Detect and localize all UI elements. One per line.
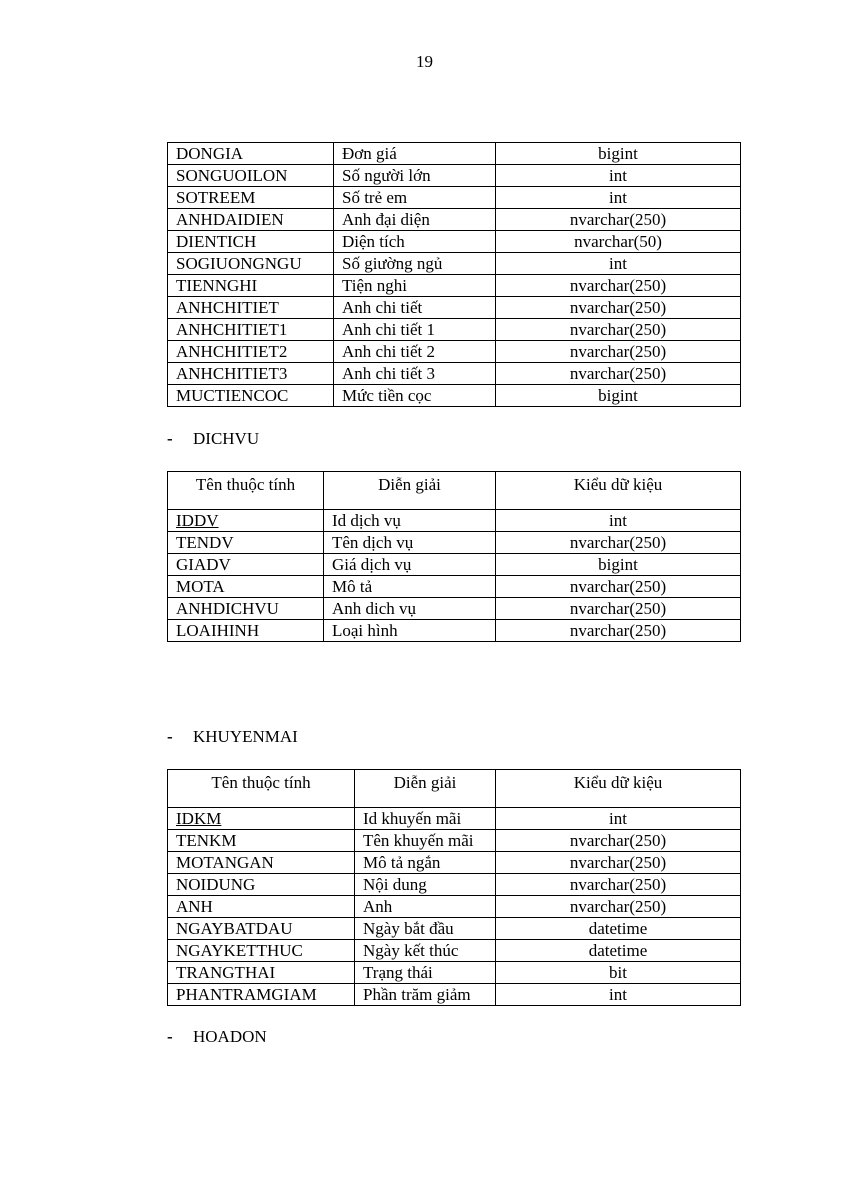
- attr-type: nvarchar(250): [496, 275, 741, 297]
- attr-type: nvarchar(250): [496, 620, 741, 642]
- table-dichvu: [167, 471, 741, 642]
- attr-type: nvarchar(50): [496, 231, 741, 253]
- attr-name: NGAYKETTHUC: [168, 940, 355, 962]
- attr-name: ANHCHITIET1: [168, 319, 334, 341]
- attr-name: NOIDUNG: [168, 874, 355, 896]
- attr-desc: Tên khuyến mãi: [355, 830, 496, 852]
- primary-key: IDKM: [176, 809, 222, 828]
- attr-type: datetime: [496, 918, 741, 940]
- attr-type: nvarchar(250): [496, 363, 741, 385]
- table-header-row: [168, 472, 741, 510]
- column-header: Diễn giải: [355, 770, 496, 808]
- column-header: Tên thuộc tính: [168, 472, 324, 510]
- table-row: [168, 808, 741, 830]
- attr-name: ANHCHITIET2: [168, 341, 334, 363]
- table-row: [168, 187, 741, 209]
- attr-desc: Số giường ngủ: [334, 253, 496, 275]
- attr-desc: Phần trăm giảm: [355, 984, 496, 1006]
- section-heading-dichvu: [167, 429, 259, 449]
- attr-name: GIADV: [168, 554, 324, 576]
- attr-type: nvarchar(250): [496, 896, 741, 918]
- attr-desc: Id khuyến mãi: [355, 808, 496, 830]
- attr-desc: Anh dich vụ: [324, 598, 496, 620]
- attr-type: int: [496, 510, 741, 532]
- table-row: [168, 385, 741, 407]
- attr-type: nvarchar(250): [496, 598, 741, 620]
- attr-type: int: [496, 165, 741, 187]
- table-header-row: [168, 770, 741, 808]
- table-row: [168, 918, 741, 940]
- column-header: Tên thuộc tính: [168, 770, 355, 808]
- attr-type: int: [496, 187, 741, 209]
- table-row: [168, 984, 741, 1006]
- attr-name: MOTANGAN: [168, 852, 355, 874]
- attr-name: TENDV: [168, 532, 324, 554]
- table-row: [168, 510, 741, 532]
- attr-desc: Ngày kết thúc: [355, 940, 496, 962]
- table-row: [168, 363, 741, 385]
- attr-desc: Anh: [355, 896, 496, 918]
- table-row: [168, 874, 741, 896]
- attr-desc: Mô tả: [324, 576, 496, 598]
- attr-name: DIENTICH: [168, 231, 334, 253]
- column-header: Kiểu dữ kiệu: [496, 472, 741, 510]
- attr-type: bigint: [496, 143, 741, 165]
- attr-desc: Ngày bắt đầu: [355, 918, 496, 940]
- attr-name: MOTA: [168, 576, 324, 598]
- page-number: 19: [416, 52, 433, 71]
- section-heading-hoadon: [167, 1027, 267, 1047]
- attr-name: ANH: [168, 896, 355, 918]
- column-header: Kiểu dữ kiệu: [496, 770, 741, 808]
- table-row: [168, 598, 741, 620]
- attr-type: int: [496, 253, 741, 275]
- attr-desc: Anh đại diện: [334, 209, 496, 231]
- attr-name: SONGUOILON: [168, 165, 334, 187]
- attr-type: nvarchar(250): [496, 297, 741, 319]
- attr-name: [168, 510, 324, 532]
- table-row: [168, 275, 741, 297]
- attr-desc: Đơn giá: [334, 143, 496, 165]
- table-row: [168, 165, 741, 187]
- attr-desc: Anh chi tiết 2: [334, 341, 496, 363]
- attr-desc: Mức tiền cọc: [334, 385, 496, 407]
- attr-desc: Tên dịch vụ: [324, 532, 496, 554]
- attr-name: LOAIHINH: [168, 620, 324, 642]
- table-row: [168, 940, 741, 962]
- table-row: [168, 576, 741, 598]
- attr-type: nvarchar(250): [496, 209, 741, 231]
- attr-desc: Id dịch vụ: [324, 510, 496, 532]
- table-row: [168, 896, 741, 918]
- attr-name: ANHCHITIET3: [168, 363, 334, 385]
- table-row: [168, 231, 741, 253]
- section-title: DICHVU: [193, 429, 260, 448]
- attr-desc: Trạng thái: [355, 962, 496, 984]
- attr-type: nvarchar(250): [496, 874, 741, 896]
- section-title: HOADON: [193, 1027, 267, 1046]
- attr-type: nvarchar(250): [496, 319, 741, 341]
- table-row: [168, 532, 741, 554]
- attr-name: DONGIA: [168, 143, 334, 165]
- attr-type: nvarchar(250): [496, 532, 741, 554]
- attr-name: ANHCHITIET: [168, 297, 334, 319]
- attr-type: nvarchar(250): [496, 852, 741, 874]
- table-row: [168, 554, 741, 576]
- attr-desc: Loại hình: [324, 620, 496, 642]
- table-row: [168, 620, 741, 642]
- column-header: Diễn giải: [324, 472, 496, 510]
- attr-desc: Nội dung: [355, 874, 496, 896]
- attr-type: bit: [496, 962, 741, 984]
- attr-name: ANHDAIDIEN: [168, 209, 334, 231]
- attr-type: bigint: [496, 385, 741, 407]
- attr-name: TENKM: [168, 830, 355, 852]
- attr-desc: Số trẻ em: [334, 187, 496, 209]
- bullet-dash: -: [167, 1027, 173, 1046]
- table-row: [168, 319, 741, 341]
- attr-name: TIENNGHI: [168, 275, 334, 297]
- table-row: [168, 253, 741, 275]
- table-row: [168, 830, 741, 852]
- attr-name: PHANTRAMGIAM: [168, 984, 355, 1006]
- attr-type: int: [496, 808, 741, 830]
- table-row: [168, 143, 741, 165]
- attr-desc: Giá dịch vụ: [324, 554, 496, 576]
- table-row: [168, 297, 741, 319]
- attr-desc: Mô tả ngắn: [355, 852, 496, 874]
- attr-name: MUCTIENCOC: [168, 385, 334, 407]
- table-row: [168, 852, 741, 874]
- attr-type: nvarchar(250): [496, 576, 741, 598]
- section-heading-khuyenmai: [167, 727, 298, 747]
- attr-desc: Anh chi tiết 3: [334, 363, 496, 385]
- attr-type: nvarchar(250): [496, 341, 741, 363]
- section-title: KHUYENMAI: [193, 727, 298, 746]
- attr-name: SOGIUONGNGU: [168, 253, 334, 275]
- attr-type: int: [496, 984, 741, 1006]
- attr-name: SOTREEM: [168, 187, 334, 209]
- attr-name: NGAYBATDAU: [168, 918, 355, 940]
- attr-name: TRANGTHAI: [168, 962, 355, 984]
- attr-type: bigint: [496, 554, 741, 576]
- table-row: [168, 209, 741, 231]
- attr-desc: Anh chi tiết 1: [334, 319, 496, 341]
- table-khuyenmai: [167, 769, 741, 1006]
- bullet-dash: -: [167, 429, 173, 448]
- bullet-dash: -: [167, 727, 173, 746]
- attr-desc: Anh chi tiết: [334, 297, 496, 319]
- table-row: [168, 962, 741, 984]
- table-row: [168, 341, 741, 363]
- attr-name: [168, 808, 355, 830]
- attr-desc: Tiện nghi: [334, 275, 496, 297]
- attr-desc: Số người lớn: [334, 165, 496, 187]
- primary-key: IDDV: [176, 511, 219, 530]
- attr-desc: Diện tích: [334, 231, 496, 253]
- table-phong-attributes: [167, 142, 741, 407]
- attr-type: datetime: [496, 940, 741, 962]
- attr-name: ANHDICHVU: [168, 598, 324, 620]
- attr-type: nvarchar(250): [496, 830, 741, 852]
